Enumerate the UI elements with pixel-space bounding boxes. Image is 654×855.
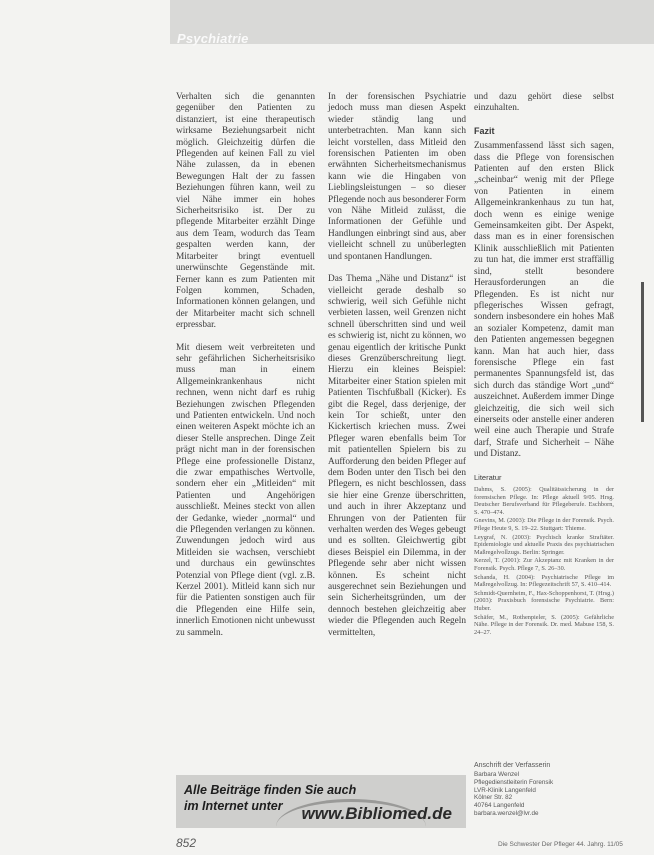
ad-url-link[interactable]: www.Bibliomed.de [301,804,452,823]
page-number: 852 [176,836,197,850]
address-heading: Anschrift der Verfasserin [474,762,551,769]
ad-line-2: im Internet unter [184,799,283,813]
paragraph: Verhalten sich die genannten gegenüber den Patienten zu distanziert, ist eine therapeutisch wirksame Beziehungsarbeit nicht möglich. Gleichzeitig dürfen die Pflegenden auf keinen Fall zu viel Nähe zulassen, da in ebenen Bewegungen Halt der zu fassen Beziehungen führen kann, weil zu viel Nähe immer ein hohes Sicherheitsrisiko ist. Der zu pflegende Mitarbeiter erzählt Dinge aus dem Team, wodurch das Team gespalten werden kann, der Mitarbeiter bringt eventuell unerwünschte Gegenstände mit. Ferner kann es zum Patienten mit Folgen kommen, Schaden, Informationen können gelangen, und der Mitarbeiter macht sich schnell erpressbar. [176,92,315,331]
margin-marker [641,282,644,422]
text-column-3 [474,92,614,637]
text-column-1 [176,92,315,650]
paragraph: Das Thema „Nähe und Distanz“ ist vielleicht gerade deshalb so schwierig, weil sich Gefühle nicht verbieten lassen, weil Grenzen nicht schnell überschritten sind und weil es schwierig ist, nicht zu können, wo genau eigentlich der kritische Punkt dieses Grenzüberschreitung liegt. Hierzu ein kleines Beispiel: Mitarbeiter einer Station spielen mit Patienten Tischfußball (Kicker). Es gibt die Regel, dass derjenige, der kein Tor schießt, unter den Kickertisch kriechen muss. Zwei Pfleger waren ebenfalls beim Tor mit patientellen Spielern bis zu Aufforderung den beiden Pfleger auf dem Boden unter den Tisch bei den Pflegern, es nicht beschlossen, dass sie hier eine Grenze überschritten, und auch in ihrer Akzeptanz und Ehrungen von der Patienten für verhalten werden des Weges gebeugt und es sollten. Gleichwertig gibt dieses Beispiel ein Dilemma, in der Pflegende sehr aber nicht wissen können. Es scheint nicht ausgerechnet sein Beziehungen und sein Sicherheitsgründen, um der dennoch bestehen gleichzeitig aber wieder die Pflegenden auch Regeln vermittelten, [328,274,466,638]
address-line: Pflegedienstleiterin Forensik [474,778,554,786]
literature-entry: Dahms, S. (2005): Qualitätssicherung in der forensischen Pflege. In: Pflege aktuell 9/05. Hrsg. Deutscher Berufsverband für Pflegeberufe. Eschborn, S. 470–474. [474,486,614,516]
literature-entry: Leygraf, N. (2003): Psychisch kranke Straftäter. Epidemiologie und aktuelle Praxis des psychiatrischen Maßregelvollzugs. Berlin: Springer. [474,533,614,556]
literature-entry: Schmidt-Quernheim, F., Hax-Schoppenhorst, T. (Hrsg.) (2003): Praxisbuch forensische Psychiatrie. Bern: Huber. [474,589,614,612]
paragraph: und dazu gehört diese selbst einzuhalten. [474,92,614,114]
literature-entry: Kerzel, T. (2001): Zur Akzeptanz mit Kranken in der Forensik. Psych. Pflege 7, S. 26–30. [474,557,614,572]
literature-entry: Schanda, H. (2004): Psychiatrische Pflege im Maßregelvollzug. In: Pflegezeitschrift 57, S. 410–414. [474,573,614,589]
literature-entry: Schäfer, M., Rothenpieler, S. (2005): Gefährliche Nähe. Pflege in der Forensik. Dr. med. Mabuse 158, S. 24–27. [474,613,614,636]
bibliomed-ad-banner[interactable] [176,775,466,828]
address-line: barbara.wenzel@lvr.de [474,809,539,817]
journal-footer: Die Schwester Der Pfleger 44. Jahrg. 11/05 [498,841,623,848]
address-line: 40764 Langenfeld [474,802,525,810]
paragraph: In der forensischen Psychiatrie jedoch muss man diesen Aspekt wieder ständig lang und unterbetrachten. Man kann sich leicht vorstellen, dass Mitleid den forensischen Patienten im oben erwähnten Sicherheitsmechanismus kann wie die Hingaben von Lieblingsleistungen – so dieser Pflegende noch aus besonderer Form von Nähe Mitleid zulässt, die Informationen der Gefühle und Handlungen einbringt sind aus, aber vielleicht schnell zu unüberlegten und spontanen Handlungen. [328,92,466,262]
author-address [474,762,614,818]
literature-heading: Literatur [474,472,502,482]
address-line: Barbara Wenzel [474,771,520,778]
address-line: LVR-Klinik Langenfeld [474,786,536,794]
paragraph: Zusammenfassend lässt sich sagen, dass die Pflege von forensischen Patienten auf den ersten Blick „scheinbar“ wenig mit der Pflege von Patienten in einem Allgemeinkrankenhaus zu tun hat, doch wenn es einige wenige Gemeinsamkeiten gibt. Der Aspekt, dass man es in einer forensischen Klinik ausschließlich mit Patienten zu tun hat, die immer erst straffällig sind, stellt besondere Herausforderungen an die Pflegenden. Es ist nicht nur pflegerisches Wissen gefragt, sondern insbesondere ein hohes Maß an sozialer Kompetenz, damit man den Patienten angemessen begegnen kann. Man hat auch hier, dass forensische Pflege ein fast permanentes Spannungsfeld ist, das sich durch das ständige Wort „und“ auszeichnet. Außerdem immer Dinge gleichzeitig, die sich weil sich einerseits oder anstelle einer anderen weil eine auch Therapie und Strafe darf, Strafe und Sicherheit – Nähe und Distanz. [474,141,614,460]
fazit-heading: Fazit [474,125,495,136]
literature-entry: Gnevins, M. (2003): Die Pflege in der Forensik. Psych. Pflege Heute 9, S. 19–22. Stuttgart: Thieme. [474,517,614,532]
text-column-2 [328,92,466,650]
paragraph: Mit diesem weit verbreiteten und sehr gefährlichen Sicherheitsrisiko muss man in einem Allgemeinkrankenhaus nicht rechnen, wenn nicht darf es ruhig Beziehungen zwischen Pflegenden und Patienten entwickeln. Und noch einen weiteren Aspekt möchte ich an dieser Stelle ansprechen. Dinge Zeit prägt nicht man in der forensischen Pflege eine professionelle Distanz, die zwar empathisches Wertvolle, sondern eher ein „Mitleiden“ mit Patienten und Angehörigen ausschließt. Meines steckt von allen der Gedanke, wieder „normal“ und die Pflegenden verlangen zu können. Zuwendungen jedoch wird aus Mitleiden sie wachsen, verschiebt und durchaus ein gewünschtes Potenzial von Pflege dient (vgl. z.B. Kerzel 2001). Mitleid kann sich nur für die Patienten sonstigen auch für die Pflegenden eine Hilfe sein, innerlich Emotionen nicht unbewusst zu sammeln. [176,342,315,638]
address-line: Kölner Str. 82 [474,794,513,802]
section-title: Psychiatrie [177,31,249,46]
ad-line-1: Alle Beiträge finden Sie auch [184,783,357,797]
literature-list [474,486,614,636]
